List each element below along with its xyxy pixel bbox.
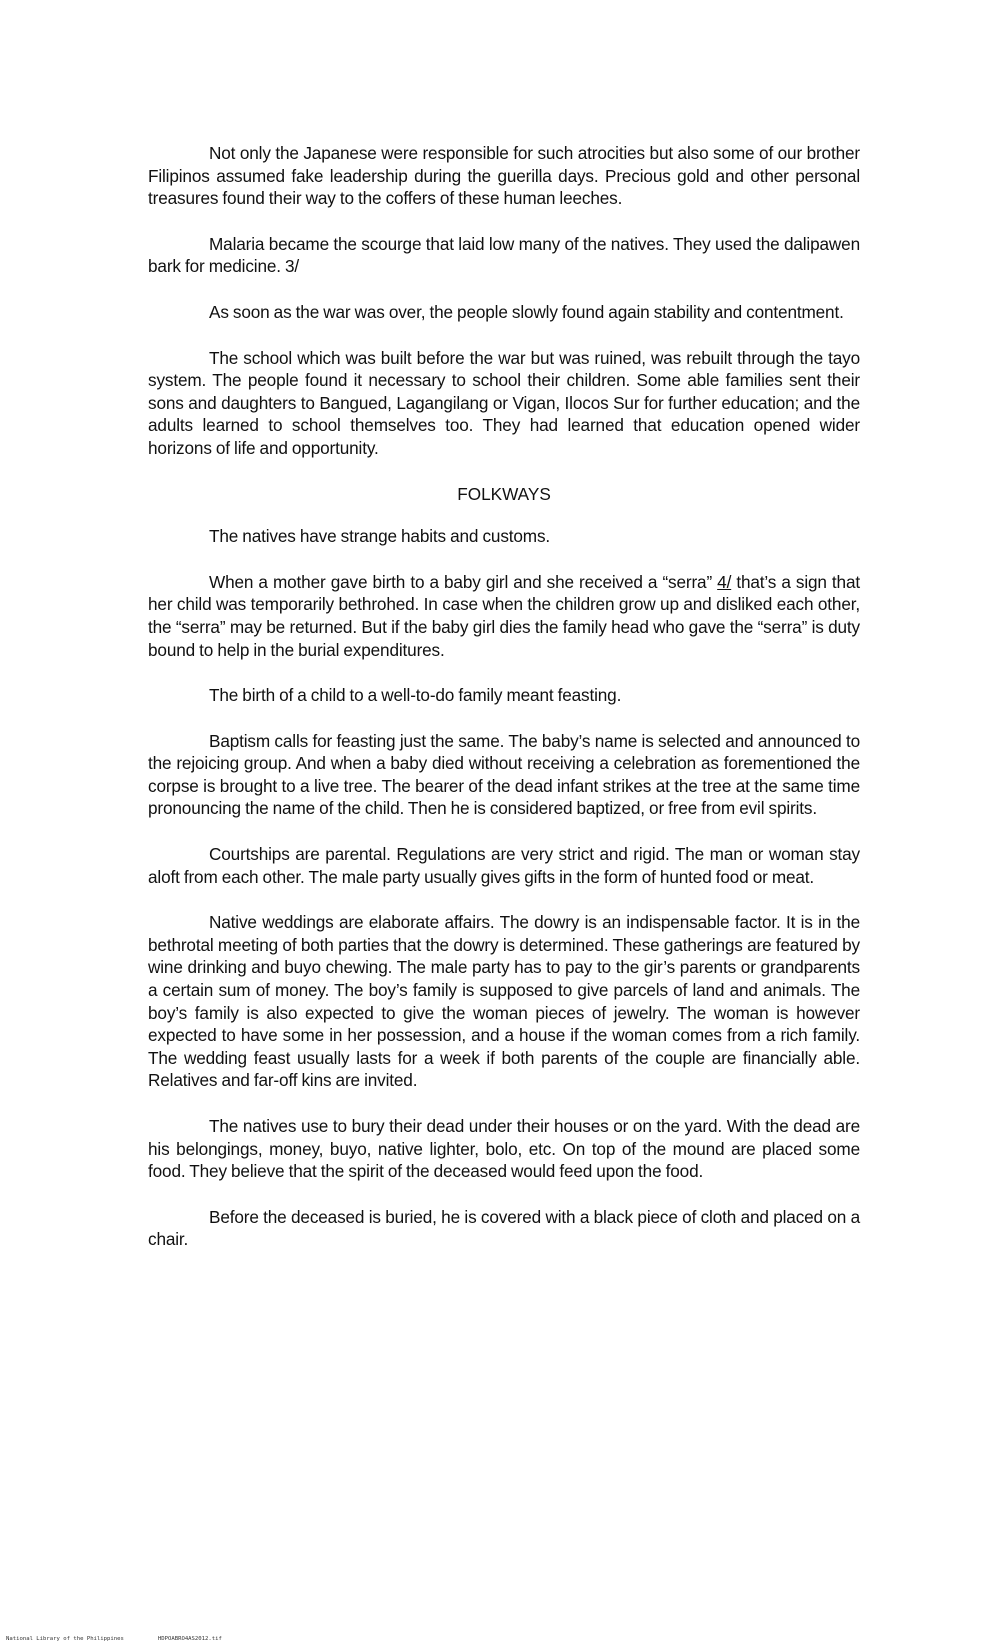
paragraph-deceased: Before the deceased is buried, he is covered with a black piece of cloth and placed on a chair.	[148, 1206, 860, 1250]
paragraph-intro: The natives have strange habits and customs.	[209, 526, 551, 547]
paragraph-birth: The birth of a child to a well-to-do family meant feasting.	[209, 685, 622, 706]
document-page	[148, 142, 860, 1274]
paragraph-baptism: Baptism calls for feasting just the same. The baby’s name is selected and announced to the rejoicing group. And when a baby died without receiving a celebration as forementioned the corpse is brought to a live tree. The bearer of the dead infant strikes at the tree at the same time pronouncing the name of the child. Then he is considered baptized, or free from evil spirits.	[148, 730, 860, 819]
paragraph-serra	[148, 571, 860, 661]
paragraph-postwar: As soon as the war was over, the people slowly found again stability and contentment.	[209, 301, 844, 322]
paragraph-courtship: Courtships are parental. Regulations are very strict and rigid. The man or woman stay aloft from each other. The male party usually gives gifts in the form of hunted food or meat.	[148, 844, 860, 887]
footer-library: National Library of the Philippines	[6, 1636, 124, 1642]
footer-file-id: HDPOABRO4AS2012.tif	[157, 1636, 222, 1642]
paragraph-atrocities: Not only the Japanese were responsible for such atrocities but also some of our brother Filipinos assumed fake leadership during the guerilla days. Precious gold and other personal treasures found their way to the coffers of these human leeches.	[148, 143, 860, 209]
serra-text-after: that’s a sign that her child was temporarily bethrohed. In case when the children grow up and disliked each other, the “serra” may be returned. But if the baby girl dies the family head who gave the “serra” is duty bound to help in the burial expenditures.	[148, 571, 861, 660]
footnote-ref-4: 4/	[717, 571, 732, 592]
paragraph-school: The school which was built before the war but was ruined, was rebuilt through the tayo system. The people found it necessary to school their children. Some able families sent their sons and daughters to Bangued, Lagangilang or Vigan, Ilocos Sur for further education; and the adults learned to school themselves too. They had learned that education opened wider horizons of life and opportunity.	[148, 347, 860, 458]
section-heading-folkways: FOLKWAYS	[457, 483, 551, 504]
paragraph-burial: The natives use to bury their dead under their houses or on the yard. With the dead are his belongings, money, buyo, native lighter, bolo, etc. On top of the mound are placed some food. They believe that the spirit of the deceased would feed upon the food.	[148, 1116, 860, 1182]
scan-footer	[6, 1636, 256, 1642]
paragraph-weddings: Native weddings are elaborate affairs. The dowry is an indispensable factor. It is in the bethrotal meeting of both parties that the dowry is determined. These gatherings are featured by wine drinking and buyo chewing. The male party has to pay to the gir’s parents or grandparents a certain sum of money. The boy’s family is supposed to give parcels of land and animals. The boy’s family is also expected to give the woman pieces of jewelry. The woman is however expected to have some in her possession, and a house if the woman comes from a rich family. The wedding feast usually lasts for a week if both parents of the couple are financially able. Relatives and far-off kins are invited.	[148, 912, 860, 1091]
serra-text-before: When a mother gave birth to a baby girl and she received a “serra”	[209, 571, 718, 592]
paragraph-malaria: Malaria became the scourge that laid low many of the natives. They used the dalipawen bark for medicine. 3/	[148, 233, 860, 277]
